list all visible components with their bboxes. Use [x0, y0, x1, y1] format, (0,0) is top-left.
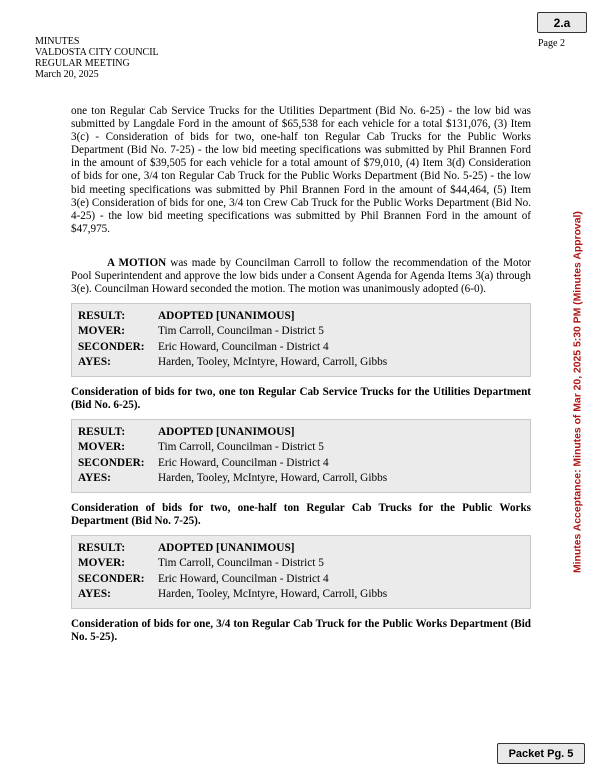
seconder-label: SECONDER: — [78, 340, 145, 353]
ayes-label: AYES: — [78, 471, 111, 484]
header-line-meeting: REGULAR MEETING — [35, 58, 130, 69]
result-label: RESULT: — [78, 542, 126, 555]
result-value: ADOPTED [UNANIMOUS] — [158, 426, 295, 439]
vote-result-box — [71, 419, 531, 493]
ayes-value: Harden, Tooley, McIntyre, Howard, Carroll, Gibbs — [158, 355, 388, 368]
minutes-acceptance-sidebar: Minutes Acceptance: Minutes of Mar 20, 2025 5:30 PM (Minutes Approval) — [572, 211, 584, 573]
packet-page-badge: Packet Pg. 5 — [497, 743, 585, 764]
result-value: ADOPTED [UNANIMOUS] — [158, 310, 295, 323]
ayes-label: AYES: — [78, 355, 111, 368]
result-label: RESULT: — [78, 426, 126, 439]
agenda-item-badge: 2.a — [537, 12, 587, 33]
seconder-label: SECONDER: — [78, 572, 145, 585]
continued-paragraph: one ton Regular Cab Service Trucks for the Utilities Department (Bid No. 6-25) - the low bid was submitted by Langdale Ford in the amount of $65,538 for each vehicle for a total $131,076, (3) Item 3(c) - Consideration of bids for two, one-half ton Regular Cab Trucks for the Public Works Department (Bid No. 7-25) - the low bid meeting specifications was submitted by Phil Brannen Ford in the amount of $39,505 for each vehicle for a total amount of $79,010, (4) Item 3(d) Consideration of bids for one, 3/4 ton Regular Cab Truck for the Public Works Department (Bid No. 5-25) - the low bid meeting specifications was submitted by Phil Brannen Ford in the amount of $44,464, (5) Item 3(e) Consideration of bids for one, 3/4 ton Crew Cab Truck for the Public Works Department (Bid No. 4-25) - the low bid meeting specifications was submitted by Phil Brannen Ford in the amount of $47,975. — [71, 105, 531, 235]
motion-paragraph — [71, 257, 531, 296]
mover-value: Tim Carroll, Councilman - District 5 — [158, 441, 324, 454]
motion-label: A MOTION — [107, 256, 167, 269]
seconder-value: Eric Howard, Councilman - District 4 — [158, 456, 329, 469]
ayes-label: AYES: — [78, 587, 111, 600]
result-value: ADOPTED [UNANIMOUS] — [158, 542, 295, 555]
seconder-value: Eric Howard, Councilman - District 4 — [158, 572, 329, 585]
vote-result-box — [71, 535, 531, 609]
mover-value: Tim Carroll, Councilman - District 5 — [158, 557, 324, 570]
motion-text: was made by Councilman Carroll to follow the recommendation of the Motor Pool Superintendent and approve the low bids under a Consent Agenda for Agenda Items 3(a) through 3(e). Councilman Howard seconded the motion. The motion was unanimously adopted (6-0). — [71, 256, 532, 296]
ayes-value: Harden, Tooley, McIntyre, Howard, Carroll, Gibbs — [158, 471, 388, 484]
seconder-label: SECONDER: — [78, 456, 145, 469]
page-number: Page 2 — [538, 38, 565, 49]
agenda-item-heading: Consideration of bids for two, one ton Regular Cab Service Trucks for the Utilities Department (Bid No. 6-25). — [71, 386, 531, 412]
agenda-item-heading: Consideration of bids for one, 3/4 ton Regular Cab Truck for the Public Works Department (Bid No. 5-25). — [71, 618, 531, 644]
ayes-value: Harden, Tooley, McIntyre, Howard, Carroll, Gibbs — [158, 587, 388, 600]
mover-label: MOVER: — [78, 441, 126, 454]
agenda-item-heading: Consideration of bids for two, one-half ton Regular Cab Trucks for the Public Works Department (Bid No. 7-25). — [71, 502, 531, 528]
mover-value: Tim Carroll, Councilman - District 5 — [158, 325, 324, 338]
header-line-council: VALDOSTA CITY COUNCIL — [35, 47, 159, 58]
mover-label: MOVER: — [78, 557, 126, 570]
minutes-header — [35, 36, 159, 80]
header-line-minutes: MINUTES — [35, 36, 80, 47]
result-label: RESULT: — [78, 310, 126, 323]
document-body — [71, 105, 531, 644]
vote-result-box — [71, 303, 531, 377]
header-line-date: March 20, 2025 — [35, 69, 99, 80]
seconder-value: Eric Howard, Councilman - District 4 — [158, 340, 329, 353]
mover-label: MOVER: — [78, 325, 126, 338]
